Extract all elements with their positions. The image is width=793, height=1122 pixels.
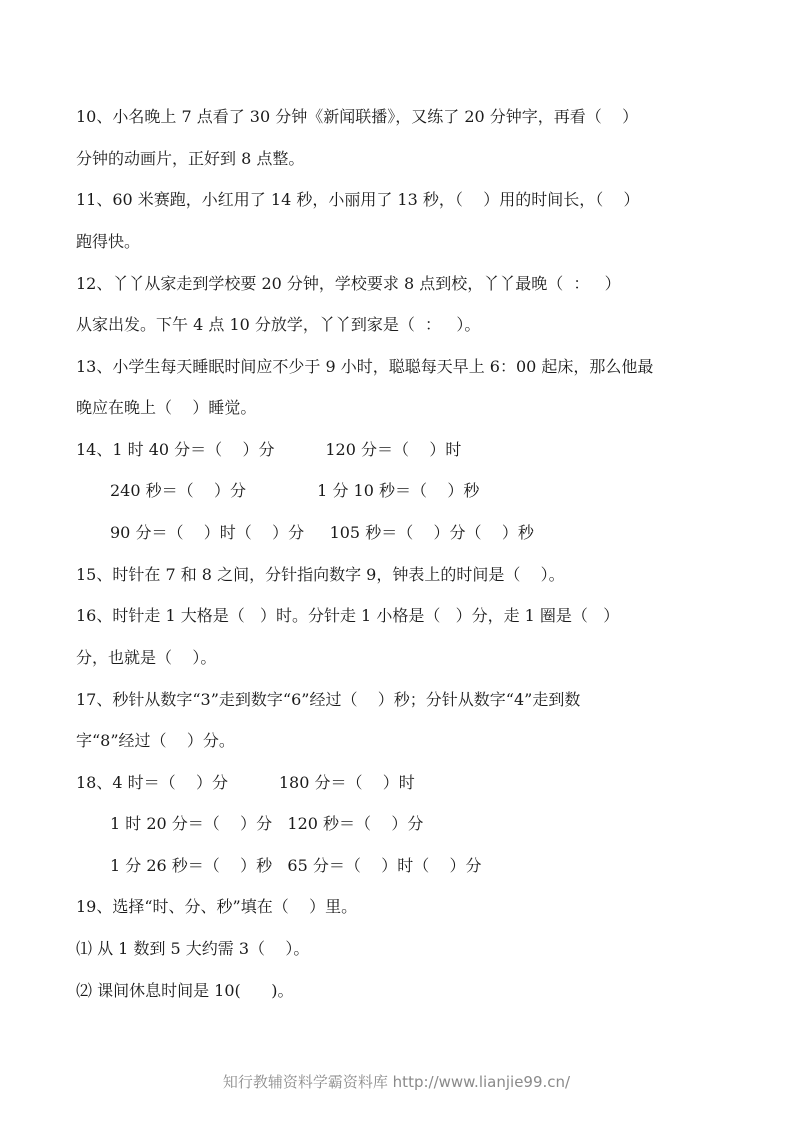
question-17-line-2: 字“8”经过（ ）分。 [76,731,235,750]
question-11-line-2: 跑得快。 [76,232,141,251]
question-14-line-1: 14、1 时 40 分＝（ ）分 120 分＝（ ）时 [76,440,462,459]
question-10-line-2: 分钟的动画片，正好到 8 点整。 [76,149,305,168]
question-17-line-1: 17、秒针从数字“3”走到数字“6”经过（ ）秒；分针从数字“4”走到数 [76,690,581,709]
question-13-line-1: 13、小学生每天睡眠时间应不少于 9 小时，聪聪每天早上 6：00 起床，那么他最 [76,357,654,376]
question-19-line-1: 19、选择“时、分、秒”填在（ ）里。 [76,897,358,916]
question-12-line-2: 从家出发。下午 4 点 10 分放学，丫丫到家是（ ： ）。 [76,315,481,334]
question-18-line-3: 1 分 26 秒＝（ ）秒 65 分＝（ ）时（ ）分 [110,856,482,875]
question-15-line-1: 15、时针在 7 和 8 之间，分针指向数字 9，钟表上的时间是（ ）。 [76,565,565,584]
question-12-line-1: 12、丫丫从家走到学校要 20 分钟，学校要求 8 点到校，丫丫最晚（ ： ） [76,274,621,293]
question-19-item-2: ⑵ 课间休息时间是 10( )。 [76,981,294,1000]
question-10-line-1: 10、小名晚上 7 点看了 30 分钟《新闻联播》，又练了 20 分钟字，再看（ ） [76,107,639,126]
question-16-line-1: 16、时针走 1 大格是（ ）时。分针走 1 小格是（ ）分，走 1 圈是（ ） [76,606,620,625]
question-13-line-2: 晚应在晚上（ ）睡觉。 [76,398,257,417]
question-11-line-1: 11、60 米赛跑，小红用了 14 秒，小丽用了 13 秒，（ ）用的时间长，（ ） [76,190,640,209]
question-19-item-1: ⑴ 从 1 数到 5 大约需 3（ ）。 [76,939,310,958]
question-18-line-1: 18、4 时＝（ ）分 180 分＝（ ）时 [76,773,415,792]
page-footer: 知行教辅资料学霸资料库 http://www.lianjie99.cn/ [222,1073,571,1091]
question-14-line-2: 240 秒＝（ ）分 1 分 10 秒＝（ ）秒 [110,481,480,500]
question-16-line-2: 分，也就是（ ）。 [76,648,217,667]
question-18-line-2: 1 时 20 分＝（ ）分 120 秒＝（ ）分 [110,814,424,833]
question-14-line-3: 90 分＝（ ）时（ ）分 105 秒＝（ ）分（ ）秒 [110,523,534,542]
